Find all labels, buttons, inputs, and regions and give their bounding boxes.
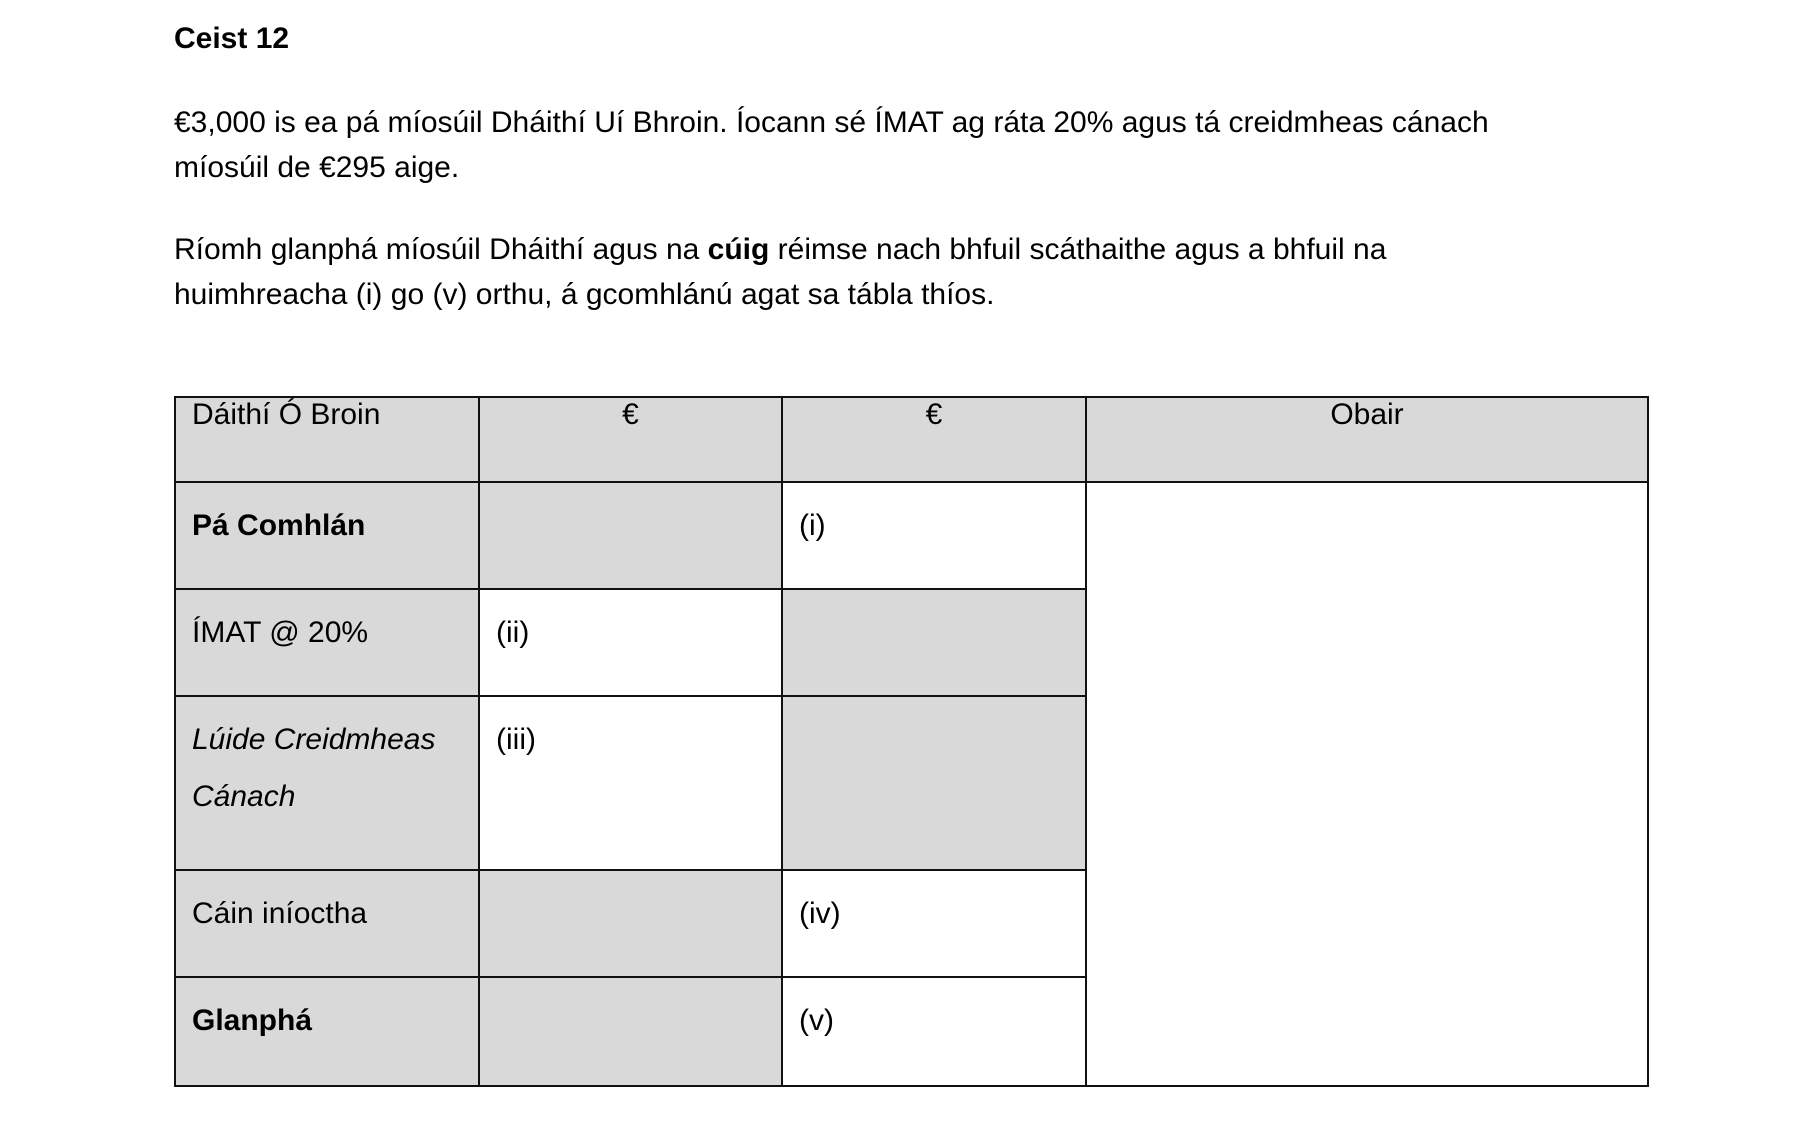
statement-line-1: €3,000 is ea pá míosúil Dháithí Uí Bhroin. Íocann sé ÍMAT ag ráta 20% agus tá creidmheas cánach	[174, 106, 1489, 139]
header-work: Obair	[1086, 397, 1648, 482]
instruction-text-after: réimse nach bhfuil scáthaithe agus a bhfuil na	[769, 233, 1387, 266]
answer-cell-ii[interactable]: (ii)	[479, 589, 782, 696]
answer-cell-iv[interactable]: (iv)	[782, 870, 1086, 977]
row-label-tax-credit: Lúide Creidmheas Cánach	[175, 696, 479, 870]
instruction-text-before: Ríomh glanphá míosúil Dháithí agus na	[174, 233, 708, 266]
payslip-table	[174, 396, 1649, 1087]
instruction-line-2: huimhreacha (i) go (v) orthu, á gcomhlánú agat sa tábla thíos.	[174, 278, 995, 311]
row-label-tax-payable: Cáin iníoctha	[175, 870, 479, 977]
answer-cell-i[interactable]: (i)	[782, 482, 1086, 589]
cell-tax-credit-col2	[782, 696, 1086, 870]
header-euro-2: €	[782, 397, 1086, 482]
question-instruction	[174, 227, 1674, 317]
question-title: Ceist 12	[174, 22, 290, 55]
table-header-row	[175, 397, 1648, 482]
statement-line-2: míosúil de €295 aige.	[174, 151, 460, 184]
question-statement	[174, 100, 1674, 190]
instruction-emphasis: cúig	[707, 233, 770, 266]
cell-gross-pay-col1	[479, 482, 782, 589]
row-label-gross-pay: Pá Comhlán	[175, 482, 479, 589]
header-name: Dáithí Ó Broin	[175, 397, 479, 482]
table-row	[175, 482, 1648, 589]
row-label-net-pay: Glanphá	[175, 977, 479, 1086]
answer-cell-v[interactable]: (v)	[782, 977, 1086, 1086]
row-label-paye: ÍMAT @ 20%	[175, 589, 479, 696]
header-euro-1: €	[479, 397, 782, 482]
work-area[interactable]	[1086, 482, 1648, 1086]
cell-net-pay-col1	[479, 977, 782, 1086]
instruction-line-1	[174, 227, 1674, 272]
cell-paye-col2	[782, 589, 1086, 696]
cell-tax-payable-col1	[479, 870, 782, 977]
answer-cell-iii[interactable]: (iii)	[479, 696, 782, 870]
